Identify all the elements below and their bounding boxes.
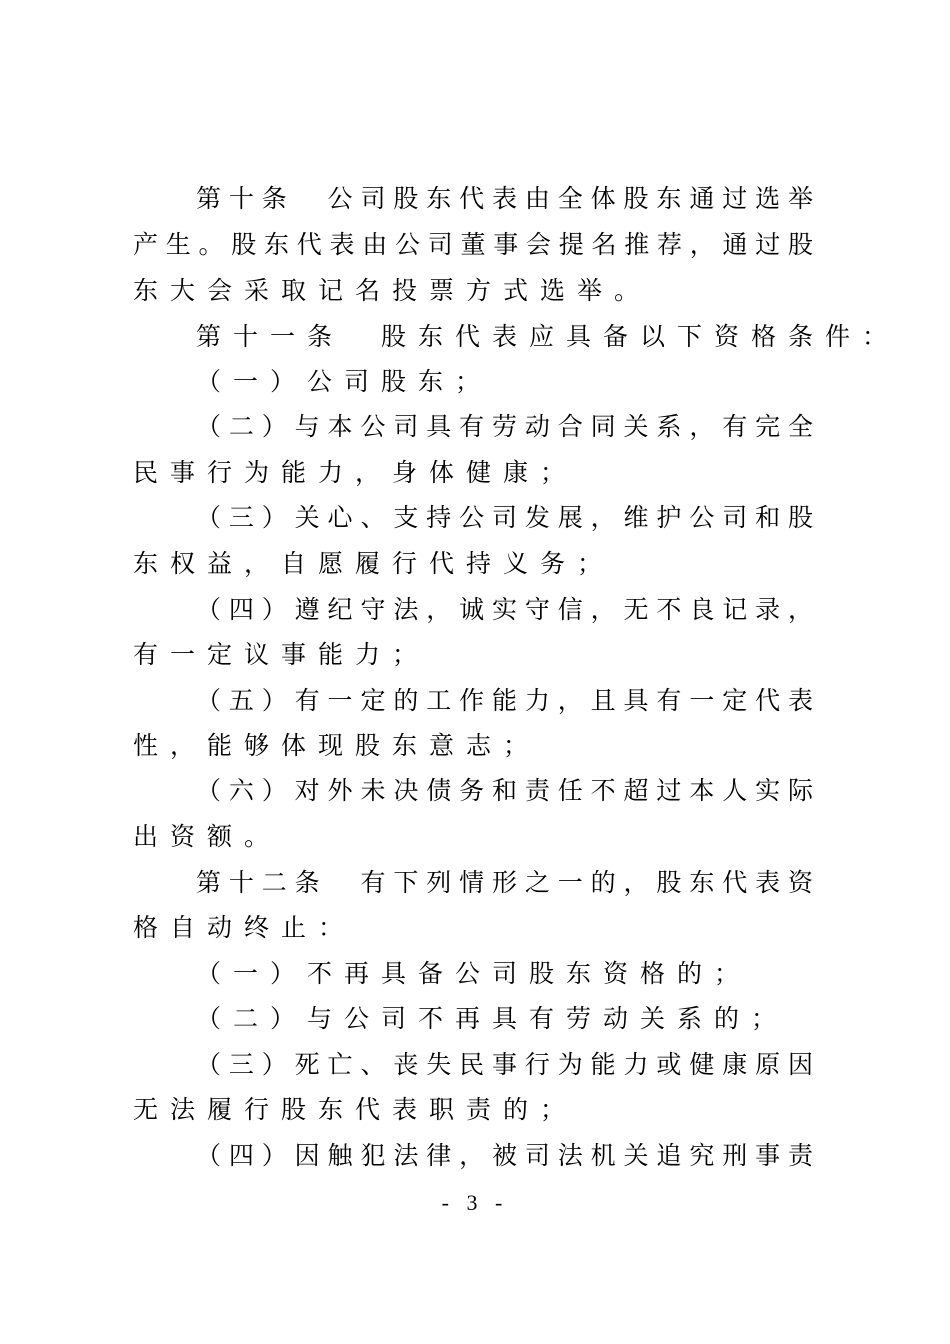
- text-line: （一）公司股东；: [196, 367, 493, 396]
- page-number: - 3 -: [441, 1190, 509, 1215]
- text-line: （四）遵纪守法，诚实守信，无不良记录，: [196, 595, 813, 624]
- text-line: 格自动终止：: [133, 913, 356, 942]
- text-line: （六）对外未决债务和责任不超过本人实际: [196, 776, 813, 805]
- text-line: 第十二条 有下列情形之一的，股东代表资: [196, 868, 813, 897]
- text-line: （一）不再具备公司股东资格的；: [196, 959, 752, 988]
- text-line: （三）关心、支持公司发展，维护公司和股: [196, 503, 813, 532]
- text-line: （二）与本公司具有劳动合同关系，有完全: [196, 412, 813, 441]
- text-line: 性，能够体现股东意志；: [133, 731, 541, 760]
- text-line: （二）与公司不再具有劳动关系的；: [196, 1004, 789, 1033]
- text-line: 民事行为能力，身体健康；: [133, 458, 578, 487]
- text-line: （五）有一定的工作能力，且具有一定代表: [196, 686, 813, 715]
- text-line: 第十条 公司股东代表由全体股东通过选举: [196, 184, 813, 213]
- text-line: 东权益，自愿履行代持义务；: [133, 549, 615, 578]
- text-line: 产生。股东代表由公司董事会提名推荐，通过股: [133, 230, 813, 259]
- text-line: 无法履行股东代表职责的；: [133, 1095, 578, 1124]
- text-line: 出资额。: [133, 822, 282, 851]
- text-line: 第十一条 股东代表应具备以下资格条件：: [196, 322, 900, 351]
- text-line: 有一定议事能力；: [133, 640, 430, 669]
- text-line: （四）因触犯法律，被司法机关追究刑事责: [196, 1141, 813, 1170]
- text-line: 东大会采取记名投票方式选举。: [133, 276, 652, 305]
- text-line: （三）死亡、丧失民事行为能力或健康原因: [196, 1050, 813, 1079]
